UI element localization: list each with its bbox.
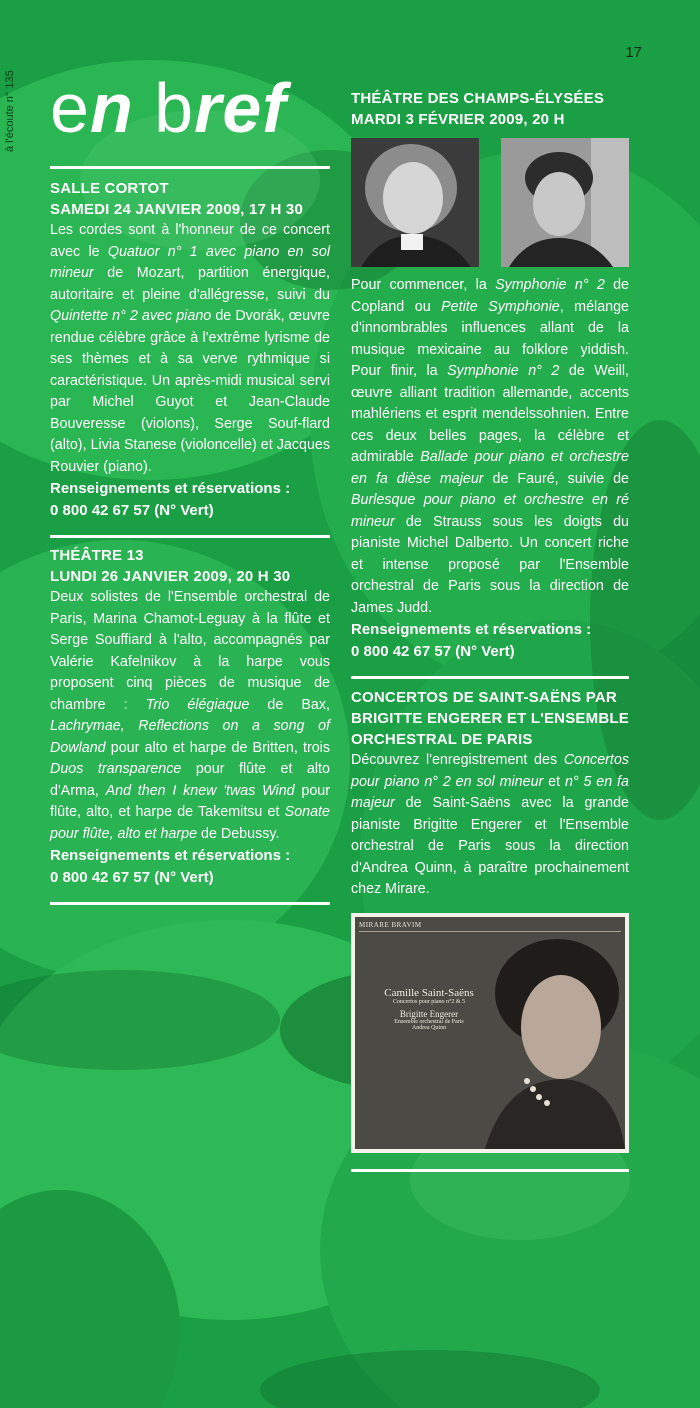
pianist-photo <box>501 138 629 267</box>
article-venue: SALLE CORTOT <box>50 180 169 197</box>
cd-composer: Camille Saint-Saëns <box>384 986 474 999</box>
body-text: Les cordes sont à l'honneur de ce concert avec le <box>50 222 330 260</box>
body-text: de Strauss sous les doigts du pianiste Michel Dalberto. Un concert riche et intense proposé par l'Ensemble orchestral de Paris sous la direction de James Judd. <box>351 513 629 616</box>
body-text: de Copland ou <box>351 277 630 315</box>
body-text: Deux solistes de l'Ensemble orchestral de Paris, Marina Chamot-Leguay à la flûte et Serge Souffiard à l'alto, accompagnés par Valérie Kafelnikov à la harpe vous proposent cinq pièces de musique de chambre : <box>50 589 330 713</box>
work-title: Burlesque pour piano et orchestre en ré mineur <box>351 492 629 530</box>
section-title: en bref <box>50 69 287 147</box>
article-body <box>351 275 629 619</box>
article-title: CONCERTOS DE SAINT-SAËNS PAR BRIGITTE ENGERER ET L'ENSEMBLE ORCHESTRAL DE PARIS <box>351 689 629 748</box>
article-date: LUNDI 26 JANVIER 2009, 20 H 30 <box>50 568 291 585</box>
article-date: SAMEDI 24 JANVIER 2009, 17 H 30 <box>50 201 303 218</box>
work-title: Symphonie n° 2 <box>447 363 560 379</box>
work-title: Ballade pour piano et orchestre en fa dièse majeur <box>351 449 629 487</box>
info-label: Renseignements et réservations : <box>50 847 291 864</box>
info-label: Renseignements et réservations : <box>50 480 291 497</box>
magazine-issue-label: à l'écoute n° 135 <box>4 70 16 152</box>
phone-number: 0 800 42 67 57 (N° Vert) <box>50 868 214 886</box>
body-text: , mélange d'innombrables influences allant de la musique mexicaine au folklore yiddish. Pour finir, la <box>351 298 629 379</box>
article-body <box>351 750 629 901</box>
cd-label: MIRARE BRAVIM <box>359 921 621 932</box>
body-text: de Weill, œuvre alliant tradition allemande, accents mahlériens et esprit mendelssohnien. Entre ces deux belles pages, la célèbre et admirable <box>351 363 629 465</box>
left-column <box>50 166 330 905</box>
article-body <box>50 220 330 478</box>
artist-photos <box>351 138 629 269</box>
body-text: de Mozart, partition énergique, autoritaire et pleine d'allégresse, suivi du <box>50 265 330 303</box>
body-text: pour alto et harpe de Britten, trois <box>105 739 330 756</box>
body-text: Pour commencer, la <box>351 277 496 293</box>
cd-portrait <box>465 931 625 1149</box>
body-text: de Bax, <box>249 696 330 713</box>
cd-work: Concertos pour piano n°2 & 5 <box>392 998 466 1005</box>
cd-cover <box>351 913 629 1153</box>
cd-pianist: Brigitte Engerer <box>399 1008 459 1019</box>
phone-number: 0 800 42 67 57 (N° Vert) <box>351 642 515 660</box>
body-text: de Debussy. <box>197 825 280 842</box>
body-text: Découvrez l'enregistrement des <box>351 752 564 768</box>
phone-number: 0 800 42 67 57 (N° Vert) <box>50 501 214 519</box>
work-title: And then I knew 'twas Wind <box>105 782 295 799</box>
work-title: Quintette n° 2 avec piano <box>50 308 212 324</box>
cd-ensemble: Ensemble orchestral de Paris <box>394 1018 464 1025</box>
article-body <box>50 587 330 845</box>
work-title: Lachrymae, Reflections on a song of Dowland <box>50 718 330 756</box>
work-title: Sonate pour flûte, alto et harpe <box>50 804 330 842</box>
work-title: n° 5 en fa majeur <box>351 773 629 811</box>
conductor-photo <box>351 138 479 267</box>
body-text: pour flûte et alto d'Arma, <box>50 761 330 799</box>
article-venue: THÉÂTRE 13 <box>50 547 144 564</box>
right-column <box>351 88 629 1172</box>
body-text: de Dvorák, œuvre rendue célèbre grâce à l'extrême lyrisme de ses thèmes et à sa verve rythmique si caractéristique. Un après-midi musical servi par Michel Guyot et Jean-Claude Bouveresse (violons), Serge Souf-flard (alto), Livia Stanese (violoncelle) et Jacques Rouvier (piano). <box>50 308 330 475</box>
work-title: Quatuor n° 1 avec piano en sol mineur <box>50 243 330 281</box>
divider <box>50 902 330 905</box>
work-title: Petite Symphonie <box>441 298 560 315</box>
body-text: de Fauré, suivie de <box>483 470 629 487</box>
cd-conductor: Andrea Quinn <box>411 1024 447 1031</box>
work-title: Duos transparence <box>50 761 182 777</box>
body-text: et <box>543 773 565 790</box>
info-label: Renseignements et réservations : <box>351 621 592 638</box>
body-text: de Saint-Saëns avec la grande pianiste Brigitte Engerer et l'Ensemble orchestral de Paris sous la direction d'Andrea Quinn, à paraître prochainement chez Mirare. <box>351 795 629 897</box>
page-number: 17 <box>625 44 642 61</box>
divider <box>351 1169 629 1172</box>
work-title: Concertos pour piano n° 2 en sol mineur <box>351 752 629 790</box>
article-venue: THÉÂTRE DES CHAMPS-ÉLYSÉES <box>351 90 605 107</box>
body-text: pour flûte, alto, et harpe de Takemitsu et <box>50 782 330 820</box>
work-title: Trio élégiaque <box>145 696 250 713</box>
cd-text <box>369 987 489 1031</box>
article-date: MARDI 3 FÉVRIER 2009, 20 H <box>351 111 565 128</box>
work-title: Symphonie n° 2 <box>495 277 605 293</box>
